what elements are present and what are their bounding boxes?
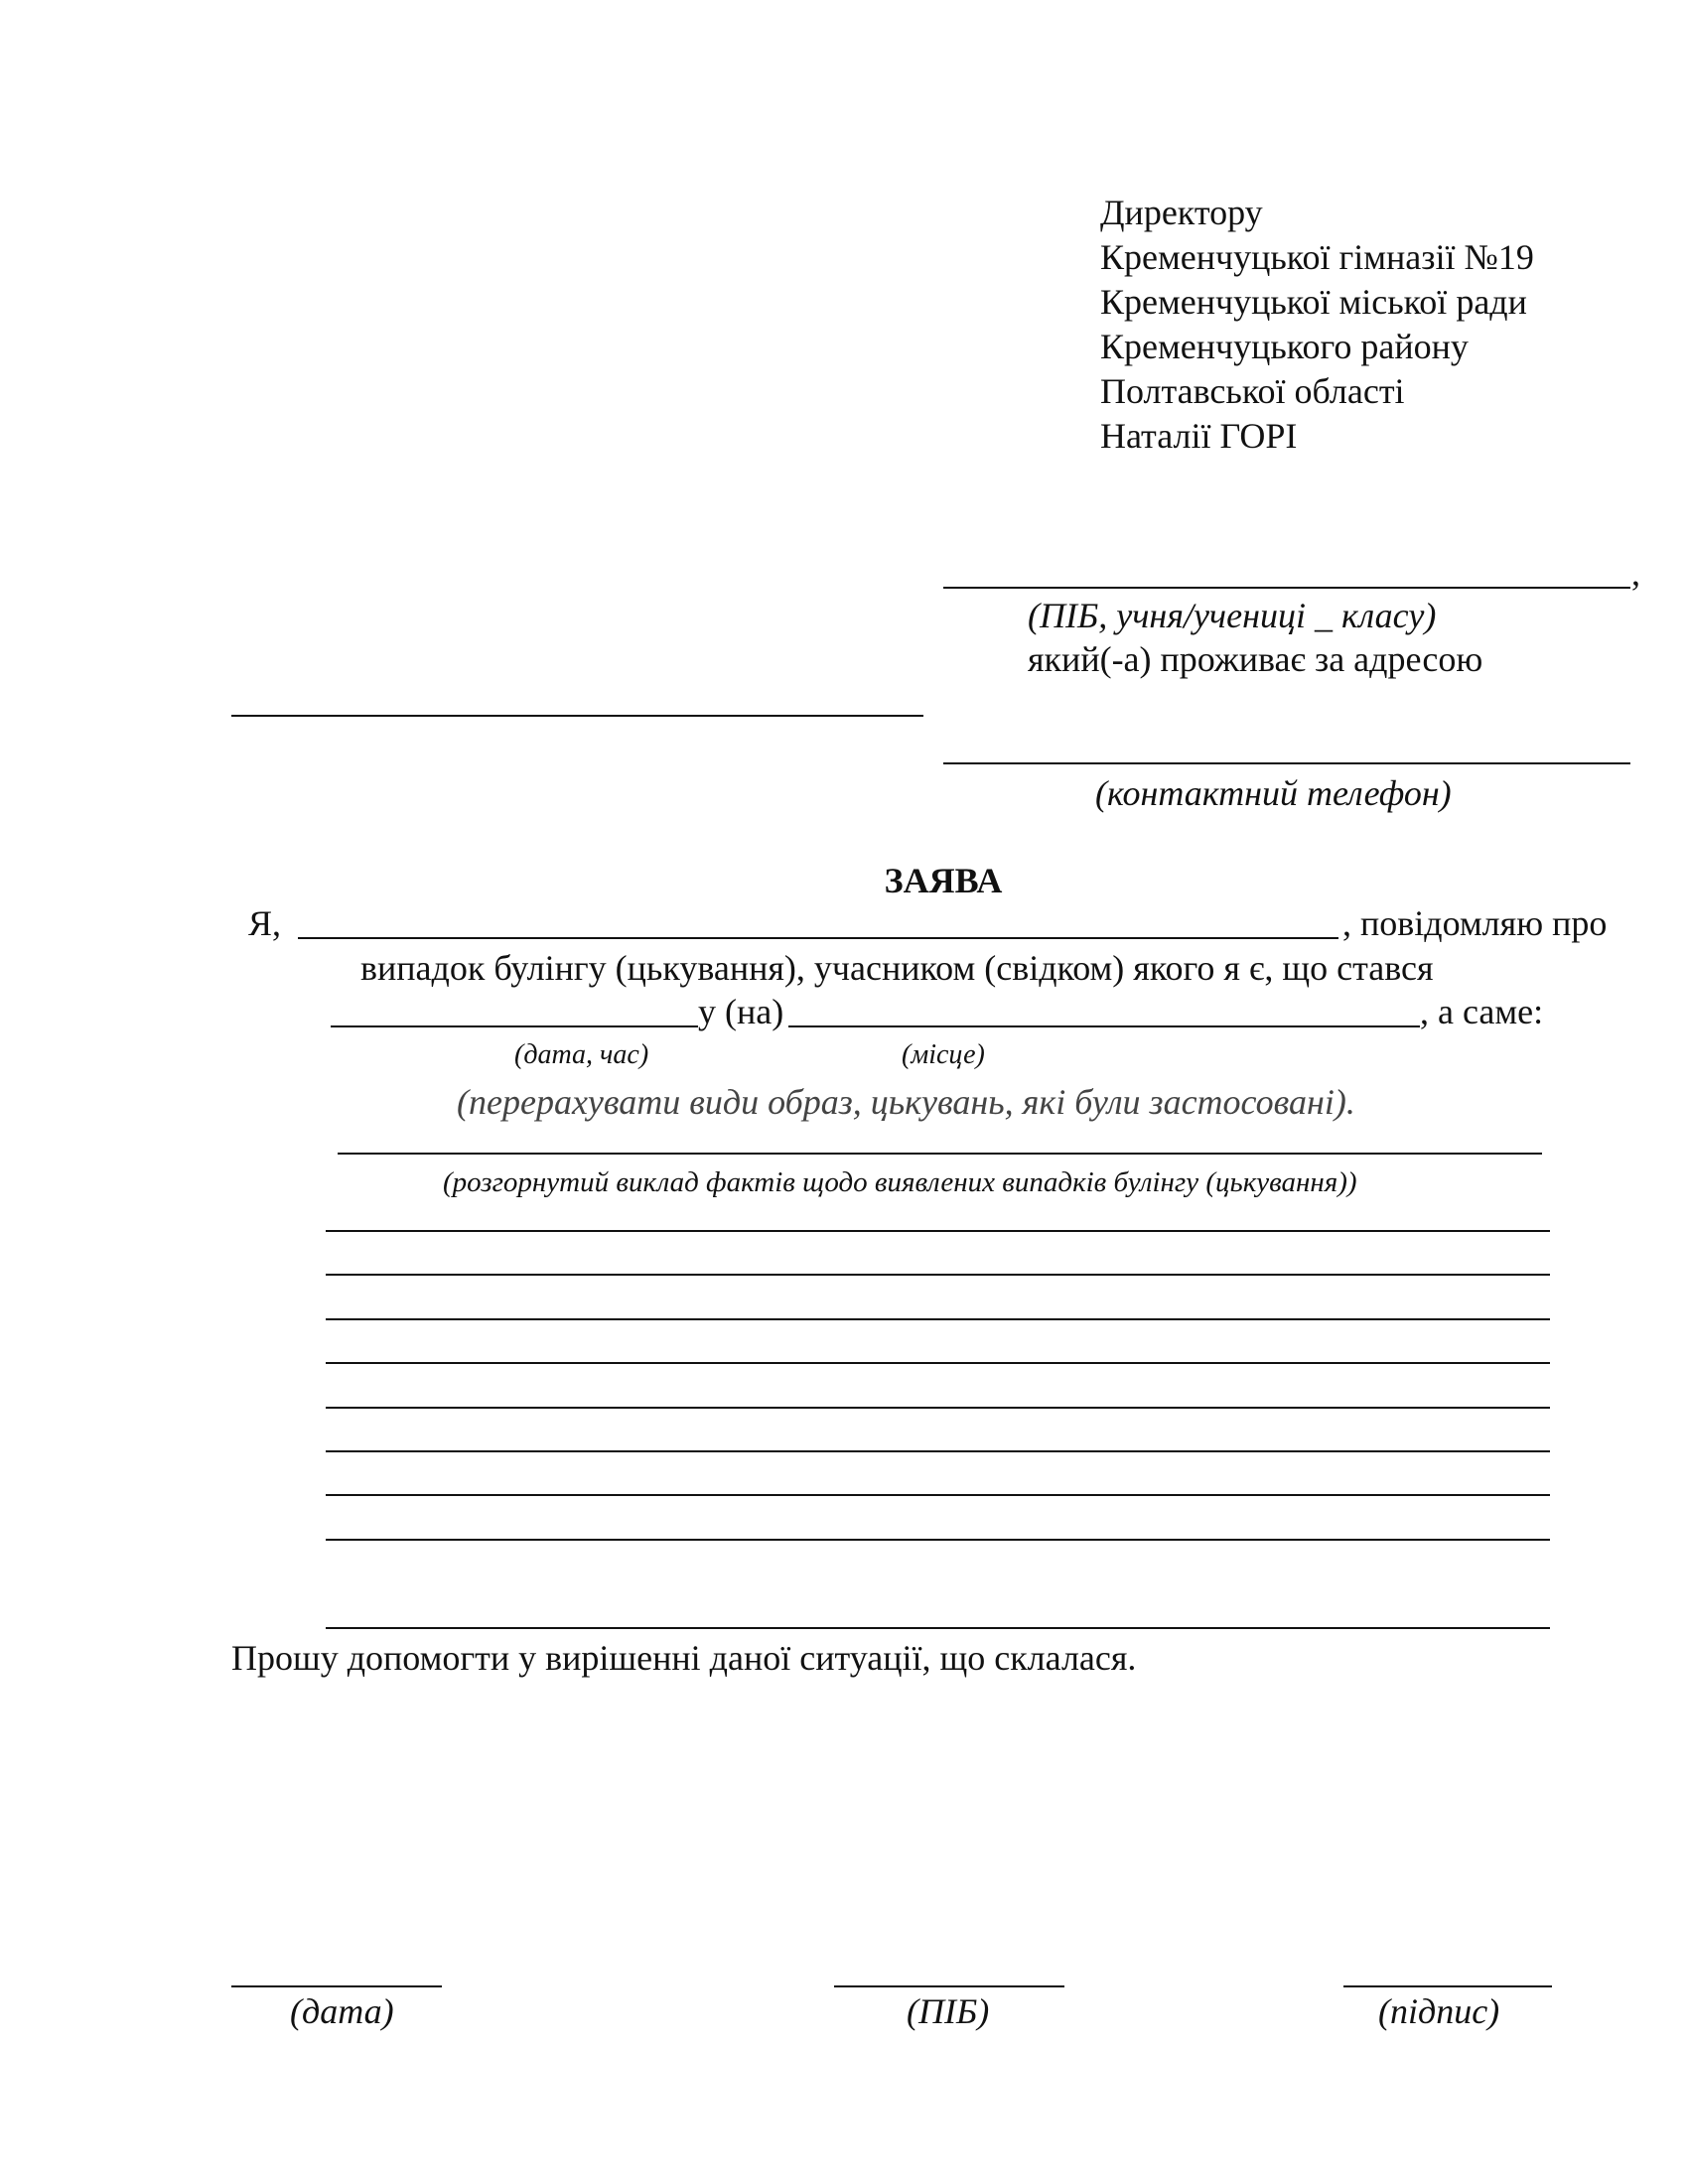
- addressee-line: Наталії ГОРІ: [1100, 416, 1298, 456]
- statement-title: ЗАЯВА: [884, 861, 1003, 900]
- incident-date-field[interactable]: [331, 1025, 698, 1027]
- signature-date-field[interactable]: [231, 1985, 442, 1987]
- statement-line1-end: , повідомляю про: [1342, 903, 1608, 943]
- sender-name-field[interactable]: [943, 587, 1630, 589]
- signature-name-field[interactable]: [834, 1985, 1064, 1987]
- facts-field-line[interactable]: [326, 1450, 1550, 1452]
- facts-field-line[interactable]: [326, 1407, 1550, 1409]
- facts-field-line[interactable]: [326, 1539, 1550, 1541]
- facts-field-line[interactable]: [326, 1627, 1550, 1629]
- addressee-line: Кременчуцького району: [1100, 327, 1469, 366]
- facts-field-line[interactable]: [326, 1362, 1550, 1364]
- addressee-line: Кременчуцької гімназії №19: [1100, 237, 1534, 277]
- sender-address-field[interactable]: [231, 715, 923, 717]
- signature-sign-field[interactable]: [1343, 1985, 1552, 1987]
- statement-line1-start: Я,: [248, 903, 282, 943]
- facts-field-line[interactable]: [326, 1230, 1550, 1232]
- sender-phone-field[interactable]: [943, 762, 1630, 764]
- addressee-line: Директору: [1100, 193, 1263, 232]
- statement-line3-end: , а саме:: [1420, 992, 1544, 1031]
- reporter-name-field[interactable]: [298, 937, 1338, 939]
- place-caption: (місце): [902, 1039, 985, 1070]
- types-field[interactable]: [338, 1153, 1542, 1155]
- incident-place-field[interactable]: [788, 1025, 1420, 1027]
- signature-name-label: (ПІБ): [907, 1991, 990, 2031]
- sender-name-caption: (ПІБ, учня/учениці _ класу): [1028, 596, 1437, 635]
- signature-date-label: (дата): [290, 1991, 394, 2031]
- sender-name-comma: ,: [1631, 553, 1640, 593]
- addressee-block: [1100, 191, 1534, 459]
- facts-field-line[interactable]: [326, 1318, 1550, 1320]
- sender-phone-caption: (контактний телефон): [1095, 773, 1452, 813]
- facts-field-line[interactable]: [326, 1274, 1550, 1276]
- statement-line2: випадок булінгу (цькування), учасником (свідком) якого я є, що стався: [360, 948, 1434, 988]
- sender-address-text: який(-а) проживає за адресою: [1028, 639, 1483, 679]
- facts-field-line[interactable]: [326, 1494, 1550, 1496]
- request-text: Прошу допомогти у вирішенні даної ситуації, що склалася.: [231, 1638, 1137, 1678]
- date-caption: (дата, час): [514, 1039, 649, 1070]
- signature-sign-label: (підпис): [1378, 1991, 1500, 2031]
- facts-caption: (розгорнутий виклад фактів щодо виявлених випадків булінгу (цькування)): [443, 1166, 1357, 1198]
- addressee-line: Кременчуцької міської ради: [1100, 282, 1527, 322]
- addressee-line: Полтавської області: [1100, 371, 1405, 411]
- types-caption: (перерахувати види образ, цькувань, які були застосовані).: [457, 1082, 1355, 1122]
- statement-line3-mid: у (на): [698, 992, 784, 1031]
